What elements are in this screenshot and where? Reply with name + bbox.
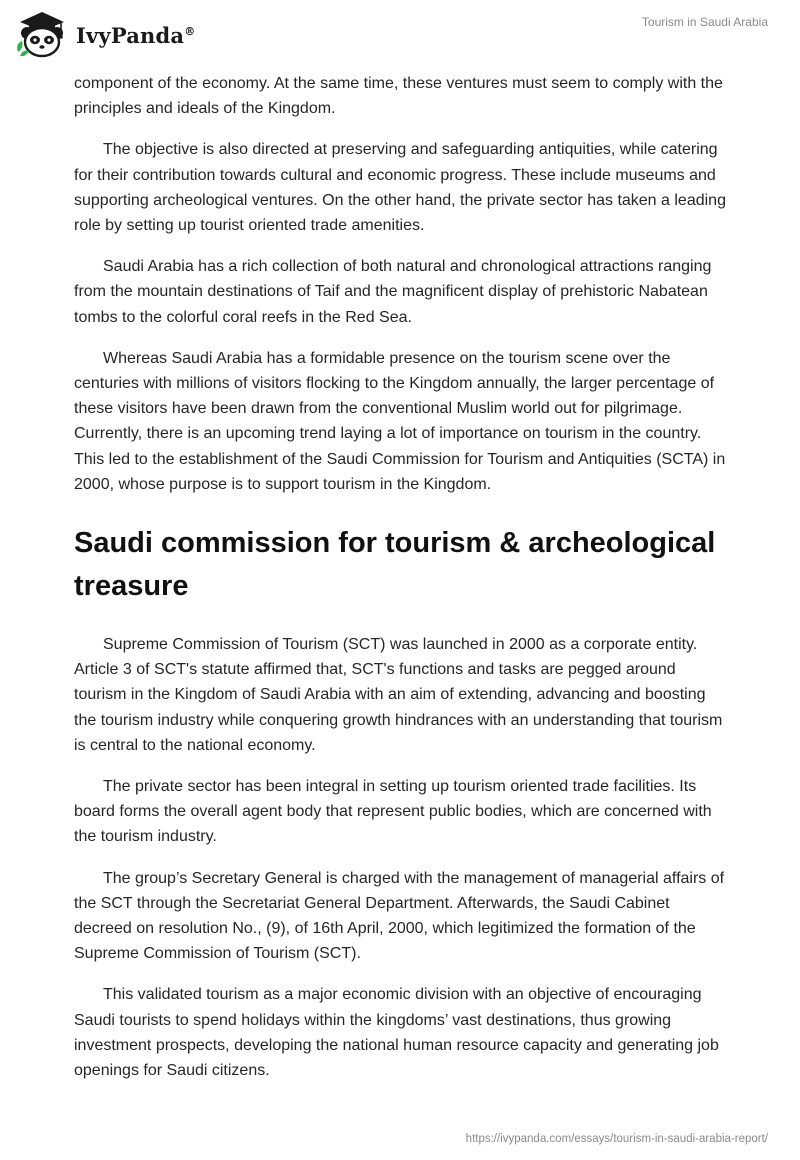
paragraph: Whereas Saudi Arabia has a formidable presence on the tourism scene over the centuries with millions of visitors flocking to the Kingdom annually, the larger percentage of these visitors have been drawn from the conventional Muslim world out for pilgrimage. Currently, there is an upcoming trend laying a lot of importance on tourism in the country. This led to the establishment of the Saudi Commission for Tourism and Antiquities (SCTA) in 2000, whose purpose is to support tourism in the Kingdom. [74,349,726,493]
section-heading: Saudi commission for tourism & archeological treasure [74,527,716,603]
paragraph: Saudi Arabia has a rich collection of both natural and chronological attractions ranging from the mountain destinations of Taif and the magnificent display of prehistoric Nabatean tombs to the colorful coral reefs in the Red Sea. [74,258,712,326]
paragraph: The private sector has been integral in setting up tourism oriented trade facilities. Its board forms the overall agent body that represent public bodies, which are concerned with the tourism industry. [74,778,712,846]
essay-body [74,71,726,1099]
ivypanda-logo[interactable] [14,8,195,62]
logo-text: IvyPanda® [76,22,196,48]
page-header [0,0,800,70]
paragraph: This validated tourism as a major economic division with an objective of encouraging Saudi tourists to spend holidays within the kingdoms’ vast destinations, thus growing investment prospects, developing the national human resource capacity and generating job openings for Saudi citizens. [74,986,719,1080]
paragraph: component of the economy. At the same time, these ventures must seem to comply with the principles and ideals of the Kingdom. [74,75,723,118]
document-title: Tourism in Saudi Arabia [641,15,768,29]
source-url[interactable]: https://ivypanda.com/essays/tourism-in-saudi-arabia-report/ [465,1133,768,1145]
paragraph: The objective is also directed at preserving and safeguarding antiquities, while catering for their contribution towards cultural and economic progress. These include museums and supporting archeological ventures. On the other hand, the private sector has taken a leading role by setting up tourist oriented trade amenities. [74,141,726,235]
panda-graduate-icon [14,8,70,62]
paragraph: The group’s Secretary General is charged with the management of managerial affairs of the SCT through the Secretariat General Department. Afterwards, the Saudi Cabinet decreed on resolution No., (9), of 16th April, 2000, which legitimized the formation of the Supreme Commission of Tourism (SCT). [74,869,725,963]
paragraph: Supreme Commission of Tourism (SCT) was launched in 2000 as a corporate entity. Article 3 of SCT's statute affirmed that, SCT's functions and tasks are pegged around tourism in the Kingdom of Saudi Arabia with an aim of extending, advancing and boosting the tourism industry while conquering growth hindrances with an understanding that tourism is central to the national economy. [74,636,723,754]
